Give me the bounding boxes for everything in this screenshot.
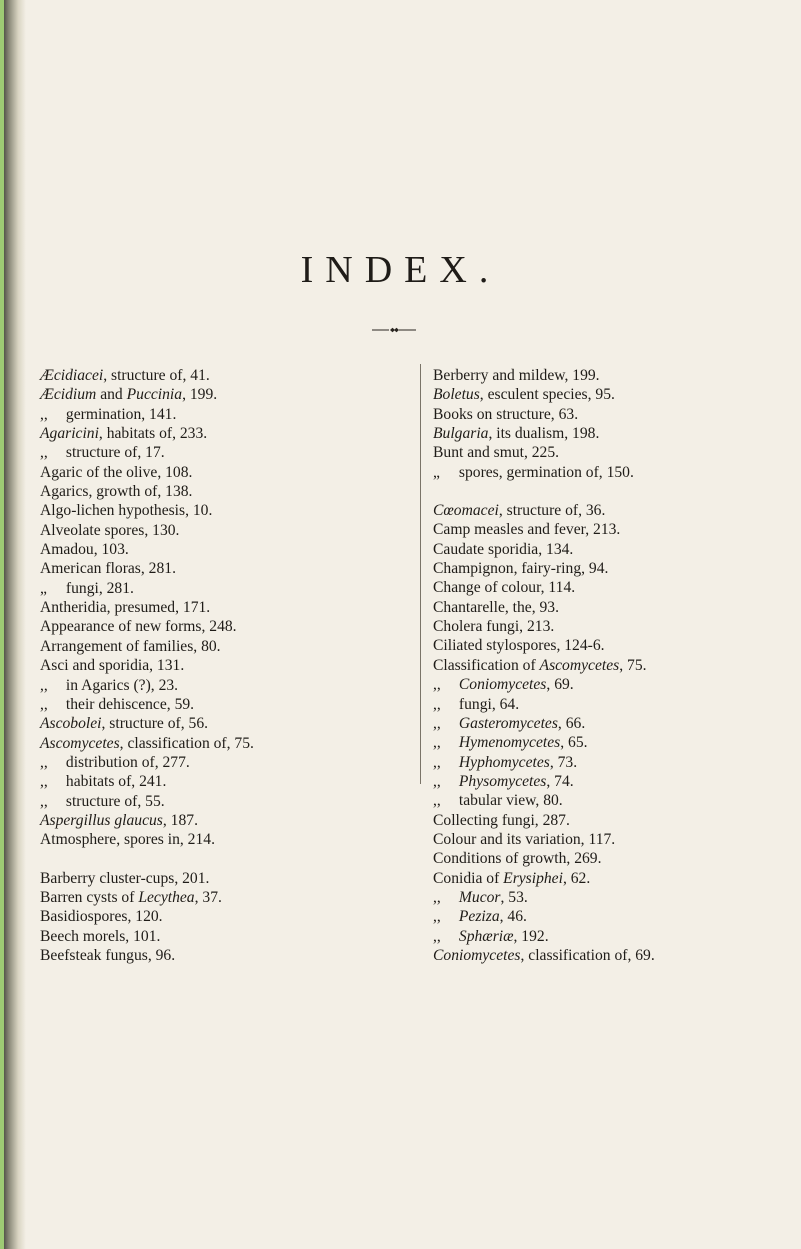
index-entry [433, 907, 788, 926]
index-entry [433, 578, 788, 597]
index-entry-text: germination, 141. [65, 405, 177, 423]
index-entry [433, 598, 788, 617]
index-entry [433, 385, 788, 404]
index-entry-text: Alveolate spores, 130. [40, 521, 180, 539]
index-entry-term: Lecythea [138, 888, 195, 906]
index-column-left [40, 366, 395, 965]
index-entry [40, 927, 395, 946]
index-entry [433, 443, 788, 462]
index-entry [433, 927, 788, 946]
index-entry-text: Berberry and mildew, 199. [433, 367, 600, 384]
index-entry [433, 559, 788, 578]
index-entry [40, 521, 395, 540]
index-entry-text: , esculent species, 95. [479, 386, 615, 404]
index-entry [40, 830, 395, 849]
index-entry [433, 772, 788, 791]
index-entry-text: , structure of, 36. [498, 502, 606, 520]
index-entry-text: Collecting fungi, 287. [433, 811, 570, 829]
page-title: INDEX. [300, 249, 501, 291]
index-entry [40, 695, 395, 714]
column-divider [420, 364, 421, 784]
index-entry-ditto: ,, [40, 773, 48, 791]
index-entry-text: Bunt and smut, 225. [433, 444, 560, 462]
index-entry-term: Agaricini [40, 425, 99, 443]
index-entry [40, 366, 395, 385]
index-entry-text: tabular view, 80. [458, 792, 563, 810]
index-entry-text: , 37. [194, 888, 222, 906]
index-entry [433, 540, 788, 559]
index-entry [40, 753, 395, 772]
index-entry [40, 637, 395, 656]
index-entry-ditto: ,, [433, 888, 441, 906]
index-entry-term: Puccinia [126, 386, 183, 404]
index-entry-text: Classification of [433, 656, 540, 674]
index-entry-ditto: ,, [40, 405, 48, 423]
index-entry-text: Beech morels, 101. [40, 927, 161, 945]
index-entry-term: Bulgaria [433, 425, 489, 443]
index-entry-text: , classification of, 69. [520, 946, 655, 964]
index-entry-term: Coniomycetes [433, 946, 521, 964]
index-entry-text: Agarics, growth of, 138. [40, 483, 193, 501]
index-entry-term: Ascomycetes [40, 734, 120, 752]
index-entry [40, 463, 395, 482]
index-entry [433, 675, 788, 694]
index-entry-text: Barren cysts of [40, 888, 139, 906]
index-entry-text: structure of, 17. [65, 444, 165, 462]
index-entry-text: Beefsteak fungus, 96. [40, 946, 176, 964]
index-entry [40, 734, 395, 753]
index-entry-text: Asci and sporidia, 131. [40, 657, 185, 675]
index-entry-text: spores, germination of, 150. [458, 463, 634, 481]
index-entry-text: Change of colour, 114. [433, 579, 576, 597]
index-entry [433, 811, 788, 830]
index-entry-text: Cholera fungi, 213. [433, 618, 555, 636]
index-entry [40, 482, 395, 501]
index-entry-text: , habitats of, 233. [98, 425, 208, 443]
index-entry-text: fungi, 281. [65, 579, 134, 597]
index-entry-text: Books on structure, 63. [433, 405, 579, 423]
index-entry-term: Cœomacei [433, 502, 499, 520]
index-entry-term: Coniomycetes [458, 676, 547, 694]
index-entry [40, 405, 395, 424]
index-entry-text: Conditions of growth, 269. [433, 850, 602, 868]
index-entry [40, 579, 395, 598]
index-entry [433, 463, 788, 482]
index-entry [40, 501, 395, 520]
index-entry [40, 559, 395, 578]
index-entry-ditto: ,, [433, 676, 441, 694]
index-entry [433, 849, 788, 868]
index-entry-text: structure of, 55. [65, 792, 165, 810]
binding-color-strip [0, 0, 4, 1249]
index-entry-ditto: ,, [433, 734, 441, 752]
index-entry [40, 946, 395, 965]
index-entry-text: , 53. [500, 888, 528, 906]
index-entry [40, 598, 395, 617]
index-entry-ditto: ,, [40, 695, 48, 713]
index-entry-ditto: ,, [433, 908, 441, 926]
index-entry-text: Atmosphere, spores in, 214. [40, 831, 215, 849]
index-entry-text: Camp measles and fever, 213. [433, 521, 621, 539]
index-entry [433, 695, 788, 714]
index-entry [433, 366, 788, 385]
index-entry-text: , its dualism, 198. [488, 425, 600, 443]
index-entry-text: Appearance of new forms, 248. [40, 618, 237, 636]
index-entry-text: in Agarics (?), 23. [65, 676, 179, 694]
index-entry-text: American floras, 281. [40, 560, 176, 578]
index-entry-text: , structure of, 41. [103, 367, 210, 384]
index-entry-term: Peziza [458, 908, 500, 926]
index-entry-ditto: „ [40, 579, 47, 597]
index-entry-ditto: ,, [40, 444, 48, 462]
index-entry-text: , 199. [182, 386, 218, 404]
index-entry-text: Algo-lichen hypothesis, 10. [40, 502, 213, 520]
index-entry-text: Champignon, fairy-ring, 94. [433, 560, 609, 578]
index-entry-text: , 74. [546, 772, 574, 790]
index-entry-text: Amadou, 103. [40, 541, 129, 559]
index-entry [433, 753, 788, 772]
index-entry-term: Ascobolei [40, 715, 102, 733]
index-entry [433, 869, 788, 888]
index-entry-text: and [96, 386, 127, 404]
index-entry-ditto: ,, [40, 753, 48, 771]
index-entry-ditto: ,, [433, 927, 441, 945]
index-entry-term: Gasteromycetes [458, 714, 558, 732]
index-entry [433, 946, 788, 965]
index-column-right [433, 366, 788, 965]
index-entry [433, 888, 788, 907]
index-entry [433, 791, 788, 810]
index-entry-ditto: ,, [433, 714, 441, 732]
index-entry [433, 501, 788, 520]
index-entry [433, 520, 788, 539]
title-ornament-rule [372, 327, 416, 333]
index-entry-text: Colour and its variation, 117. [433, 830, 616, 848]
index-entry-term: Ascomycetes [539, 656, 620, 674]
index-entry-text: , 66. [557, 714, 586, 732]
index-entry-ditto: ,, [433, 753, 441, 771]
index-entry [433, 405, 788, 424]
index-entry [40, 443, 395, 462]
index-entry-text: , 62. [562, 869, 591, 887]
index-entry-text: Antheridia, presumed, 171. [40, 599, 211, 617]
index-entry [40, 424, 395, 443]
index-entry-text: Conidia of [433, 869, 504, 887]
index-entry-ditto: „ [433, 463, 440, 481]
index-entry-text: Arrangement of families, 80. [40, 637, 221, 655]
index-entry [433, 617, 788, 636]
index-entry-text: their dehiscence, 59. [65, 695, 195, 713]
index-entry-text: habitats of, 241. [65, 773, 167, 791]
index-entry-text: fungi, 64. [458, 695, 520, 713]
index-entry-ditto: ,, [40, 676, 48, 694]
index-entry [40, 907, 395, 926]
index-entry [40, 792, 395, 811]
index-entry-text: Caudate sporidia, 134. [433, 540, 574, 558]
index-entry-term: Hymenomycetes [458, 734, 561, 752]
index-entry-text: , 192. [513, 927, 549, 945]
index-entry-ditto: ,, [433, 695, 441, 713]
index-entry-text: Agaric of the olive, 108. [40, 463, 193, 481]
index-entry [40, 811, 395, 830]
index-entry [40, 385, 395, 404]
index-entry-text: , structure of, 56. [101, 715, 209, 733]
index-entry [433, 733, 788, 752]
index-entry [40, 676, 395, 695]
index-entry-text: Barberry cluster-cups, 201. [40, 869, 210, 887]
index-entry-text: Basidiospores, 120. [40, 908, 163, 926]
index-entry-term: Boletus [433, 386, 480, 404]
index-entry [433, 656, 788, 675]
index-entry-term: Æcidiacei [40, 367, 104, 384]
index-entry-text: Ciliated stylospores, 124-6. [433, 637, 605, 655]
index-entry [40, 888, 395, 907]
index-entry [40, 540, 395, 559]
index-entry-text: , 46. [499, 908, 527, 926]
index-entry-text: , 187. [162, 811, 198, 829]
index-entry-term: Æcidium [40, 386, 97, 404]
index-entry-text: , 65. [560, 734, 588, 752]
index-entry-text: distribution of, 277. [65, 753, 190, 771]
index-entry-text: Chantarelle, the, 93. [433, 598, 560, 616]
index-entry [433, 714, 788, 733]
index-entry-text: , 69. [546, 676, 574, 694]
index-entry-text: , 73. [549, 753, 578, 771]
index-entry-term: Hyphomycetes [458, 753, 550, 771]
index-entry-ditto: ,, [433, 772, 441, 790]
index-entry-term: Erysiphei [503, 869, 563, 887]
index-entry [433, 636, 788, 655]
index-entry-term: Sphæriæ [458, 927, 514, 945]
index-entry [40, 869, 395, 888]
index-entry [40, 772, 395, 791]
index-entry [40, 714, 395, 733]
index-entry-ditto: ,, [433, 792, 441, 810]
index-entry-text: , classification of, 75. [119, 734, 254, 752]
index-entry-term: Physomycetes [458, 772, 547, 790]
index-entry-term: Mucor [458, 888, 501, 906]
index-entry-ditto: ,, [40, 792, 48, 810]
index-entry [40, 617, 395, 636]
index-entry-term: Aspergillus glaucus [40, 811, 163, 829]
index-entry [40, 656, 395, 675]
index-entry [433, 830, 788, 849]
index-entry-text: , 75. [619, 656, 647, 674]
index-entry [433, 424, 788, 443]
